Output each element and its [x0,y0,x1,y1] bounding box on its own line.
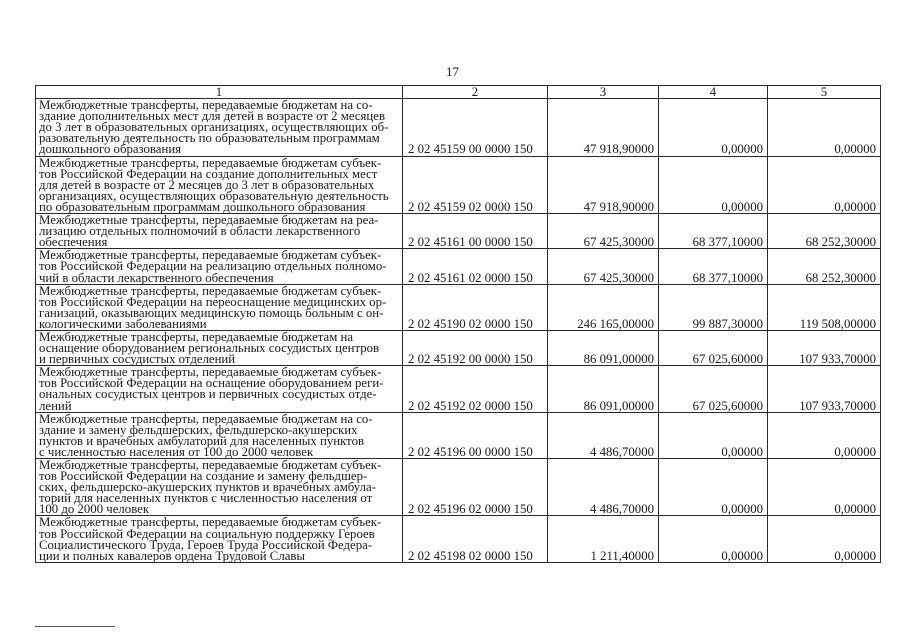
amount-column-4: 67 025,60000 [659,330,768,365]
budget-classification-code: 2 02 45161 00 0000 150 [403,214,548,249]
amount-column-4: 0,00000 [659,99,768,156]
table-row [36,516,881,562]
table-header-row [36,86,881,99]
description-line: кологическими заболеваниями [39,316,207,331]
description-line: лизацию отдельных полномочий в области лекарственного [39,224,361,239]
amount-column-5: 119 508,00000 [768,284,881,330]
budget-classification-code: 2 02 45161 02 0000 150 [403,249,548,284]
row-description [36,99,403,156]
amount-column-5: 68 252,30000 [768,249,881,284]
table-row [36,99,881,156]
column-header-3: 3 [548,86,659,99]
budget-classification-code: 2 02 45196 02 0000 150 [403,459,548,516]
description-line: Межбюджетные трансферты, передаваемые бюджетам субъек- [39,515,382,530]
description-line: чий в области лекарственного обеспечения [39,270,274,285]
amount-column-3: 47 918,90000 [548,156,659,213]
row-description [36,412,403,458]
description-line: для детей в возрасте от 2 месяцев до 3 лет в образовательных [39,177,375,192]
amount-column-3: 47 918,90000 [548,99,659,156]
amount-column-4: 68 377,10000 [659,249,768,284]
amount-column-3: 4 486,70000 [548,412,659,458]
description-line: тов Российской Федерации на создание и замену фельдшер- [39,469,368,484]
row-description [36,156,403,213]
description-line: тов Российской Федерации на оснащение оборудованием реги- [39,376,384,391]
amount-column-3: 1 211,40000 [548,516,659,562]
amount-column-3: 86 091,00000 [548,366,659,412]
description-line: ских, фельдшерско-акушерских пунктов и врачебных амбула- [39,480,376,495]
row-description [36,366,403,412]
description-line: Межбюджетные трансферты, передаваемые бюджетам на со- [39,411,373,426]
budget-table [35,85,881,563]
table-row [36,284,881,330]
amount-column-3: 246 165,00000 [548,284,659,330]
amount-column-4: 0,00000 [659,459,768,516]
amount-column-4: 99 887,30000 [659,284,768,330]
description-line: разовательную деятельность по образовательным программам [39,131,380,146]
budget-classification-code: 2 02 45198 02 0000 150 [403,516,548,562]
budget-classification-code: 2 02 45196 00 0000 150 [403,412,548,458]
description-line: по образовательным программам дошкольного образования [39,199,366,214]
description-line: дошкольного образования [39,142,182,157]
description-line: организациях, осуществляющих образовательную деятельность [39,188,389,203]
description-line: ональных сосудистых центров и первичных сосудистых отде- [39,387,377,402]
description-line: здание и замену фельдшерских, фельдшерско-акушерских [39,422,358,437]
budget-classification-code: 2 02 45192 02 0000 150 [403,366,548,412]
column-header-2: 2 [403,86,548,99]
amount-column-5: 0,00000 [768,156,881,213]
page-number: 17 [446,64,459,79]
description-line: ганизаций, оказывающих медицинскую помощь больным с он- [39,305,384,320]
table-body [36,99,881,563]
amount-column-3: 67 425,30000 [548,214,659,249]
description-line: оснащение оборудованием региональных сосудистых центров [39,341,380,356]
description-line: Межбюджетные трансферты, передаваемые бюджетам субъек- [39,365,382,380]
description-line: Межбюджетные трансферты, передаваемые бюджетам на [39,329,354,344]
description-line: тов Российской Федерации на реализацию отдельных полномо- [39,259,387,274]
amount-column-3: 67 425,30000 [548,249,659,284]
footnote-separator [35,626,115,627]
description-line: ции и полных кавалеров ордена Трудовой Славы [39,548,306,563]
description-line: Межбюджетные трансферты, передаваемые бюджетам субъек- [39,283,382,298]
table-row [36,330,881,365]
description-line: обеспечения [39,235,108,250]
column-header-1: 1 [36,86,403,99]
amount-column-5: 68 252,30000 [768,214,881,249]
budget-classification-code: 2 02 45159 00 0000 150 [403,99,548,156]
table-row [36,156,881,213]
description-line: тов Российской Федерации на переоснащение медицинских ор- [39,294,387,309]
amount-column-4: 0,00000 [659,412,768,458]
description-line: Социалистического Труда, Героев Труда Российской Федера- [39,537,373,552]
amount-column-5: 0,00000 [768,459,881,516]
description-line: до 3 лет в образовательных организациях, осуществляющих об- [39,120,389,135]
description-line: торий для населенных пунктов с численностью населения от [39,491,373,506]
description-line: лений [39,398,72,413]
row-description [36,284,403,330]
amount-column-5: 0,00000 [768,516,881,562]
column-header-5: 5 [768,86,881,99]
table-row [36,412,881,458]
row-description [36,459,403,516]
row-description [36,214,403,249]
table-row [36,459,881,516]
description-line: пунктов и врачебных амбулаторий для населенных пунктов [39,433,365,448]
row-description [36,516,403,562]
amount-column-5: 0,00000 [768,412,881,458]
description-line: здание дополнительных мест для детей в возрасте от 2 месяцев [39,109,385,124]
description-line: Межбюджетные трансферты, передаваемые бюджетам субъек- [39,458,382,472]
table-row [36,249,881,284]
description-line: Межбюджетные трансферты, передаваемые бюджетам субъек- [39,155,382,170]
budget-classification-code: 2 02 45159 02 0000 150 [403,156,548,213]
description-line: 100 до 2000 человек [39,502,150,517]
amount-column-3: 86 091,00000 [548,330,659,365]
budget-classification-code: 2 02 45190 02 0000 150 [403,284,548,330]
column-header-4: 4 [659,86,768,99]
budget-classification-code: 2 02 45192 00 0000 150 [403,330,548,365]
description-line: тов Российской Федерации на создание дополнительных мест [39,166,378,181]
description-line: с численностью населения от 100 до 2000 человек [39,444,314,459]
description-line: и первичных сосудистых отделений [39,352,236,367]
amount-column-5: 107 933,70000 [768,366,881,412]
amount-column-5: 107 933,70000 [768,330,881,365]
description-line: тов Российской Федерации на социальную поддержку Героев [39,526,375,541]
amount-column-3: 4 486,70000 [548,459,659,516]
description-line: Межбюджетные трансферты, передаваемые бюджетам субъек- [39,248,382,263]
table-row [36,214,881,249]
amount-column-4: 0,00000 [659,156,768,213]
row-description [36,249,403,284]
amount-column-4: 67 025,60000 [659,366,768,412]
description-line: Межбюджетные трансферты, передаваемые бюджетам на со- [39,98,373,113]
amount-column-5: 0,00000 [768,99,881,156]
description-line: Межбюджетные трансферты, передаваемые бюджетам на реа- [39,213,379,228]
amount-column-4: 0,00000 [659,516,768,562]
row-description [36,330,403,365]
amount-column-4: 68 377,10000 [659,214,768,249]
table-row [36,366,881,412]
